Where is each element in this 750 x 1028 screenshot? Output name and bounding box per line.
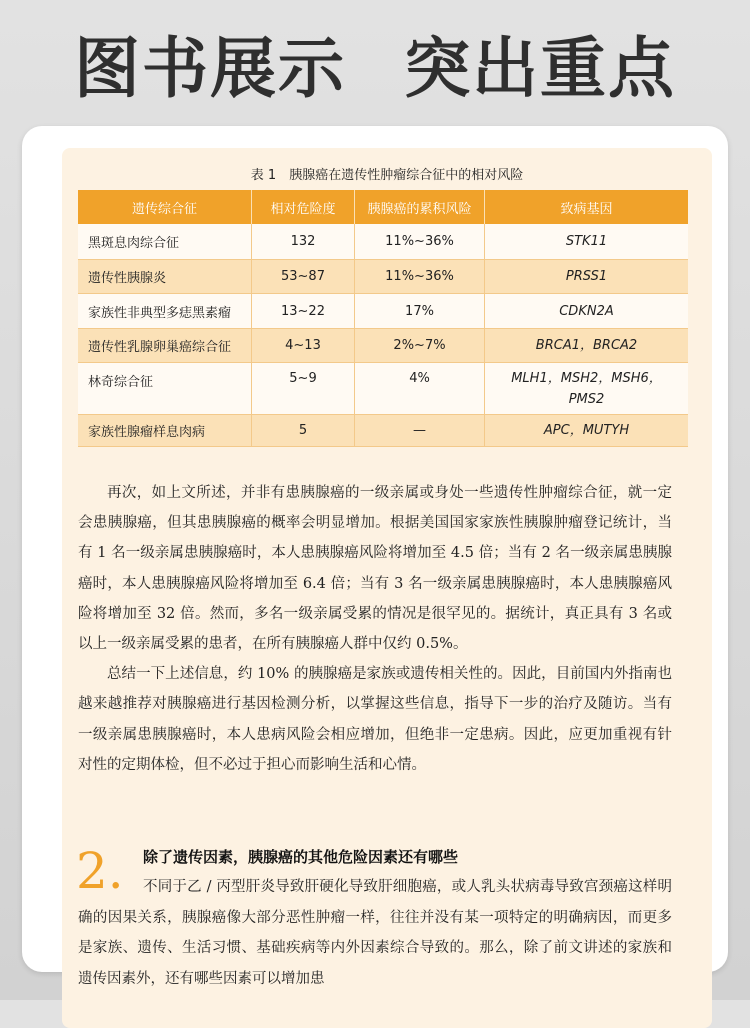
- table-row: [78, 294, 688, 329]
- table-cell: 遗传性乳腺卵巢癌综合征: [78, 329, 252, 363]
- table-caption: 表 1 胰腺癌在遗传性肿瘤综合征中的相对风险: [250, 168, 524, 183]
- section-title: 除了遗传因素，胰腺癌的其他危险因素还有哪些: [143, 848, 459, 866]
- table-row: [78, 329, 688, 363]
- table-cell: —: [355, 415, 485, 447]
- paragraph: 再次，如上文所述，并非有患胰腺癌的一级亲属或身处一些遗传性肿瘤综合征，就一定会患胰腺癌，但其患胰腺癌的概率会明显增加。根据美国国家家族性胰腺肿瘤登记统计，当有 1 名一级亲属患胰腺癌时，本人患胰腺癌风险将增加至 4.5 倍；当有 2 名一级亲属患胰腺癌时，本人患胰腺癌风险将增加至 6.4 倍；当有 3 名一级亲属患胰腺癌时，本人患胰腺癌风险将增加至 32 倍。然而，多名一级亲属受累的情况是很罕见的。据统计，真正具有 3 名或以上一级亲属受累的患者，在所有胰腺癌人群中仅约 0.5%。: [78, 485, 672, 653]
- table-cell: 2%~7%: [355, 329, 485, 363]
- table-header-cell: 致病基因: [485, 190, 688, 224]
- section-number: 2.: [76, 842, 124, 900]
- paragraph: 总结一下上述信息，约 10% 的胰腺癌是家族或遗传相关性的。因此，目前国内外指南也越来越推荐对胰腺癌进行基因检测分析，以掌握这些信息，指导下一步的治疗及随访。当有一级亲属患胰腺癌时，本人患病风险会相应增加，但绝非一定患病。因此，应更加重视有针对性的定期体检，但不必过于担心而影响生活和心情。: [78, 666, 672, 773]
- table-header-cell: 相对危险度: [252, 190, 355, 224]
- paragraph: 不同于乙 / 丙型肝炎导致肝硬化导致肝细胞癌，或人乳头状病毒导致宫颈癌这样明确的因果关系，胰腺癌像大部分恶性肿瘤一样，往往并没有某一项特定的明确病因，而更多是家族、遗传、生活习惯、基础疾病等内外因素综合导致的。那么，除了前文讲述的家族和遗传因素外，还有哪些因素可以增加患: [78, 879, 672, 987]
- table-cell: 13~22: [252, 294, 355, 329]
- banner-right-title: 突出重点: [404, 30, 676, 107]
- table-cell: 11%~36%: [355, 260, 485, 294]
- table-row: [78, 260, 688, 294]
- banner-left-title: 图书展示: [74, 30, 346, 107]
- table-row: [78, 363, 688, 415]
- book-page-card: [22, 126, 728, 987]
- body-text: [78, 478, 672, 780]
- table-cell: BRCA1，BRCA2: [485, 329, 688, 363]
- table-header-cell: 胰腺癌的累积风险: [355, 190, 485, 224]
- table-cell: 林奇综合征: [78, 363, 252, 415]
- table-header-row: [78, 190, 688, 224]
- table-cell: 家族性非典型多痣黑素瘤: [78, 294, 252, 329]
- table-cell: 132: [252, 224, 355, 260]
- table-cell: 53~87: [252, 260, 355, 294]
- table-cell: STK11: [485, 224, 688, 260]
- banner: [0, 0, 750, 125]
- risk-table: [78, 190, 688, 447]
- table-cell: 5~9: [252, 363, 355, 415]
- table-cell: 黑斑息肉综合征: [78, 224, 252, 260]
- table-cell: MLH1，MSH2，MSH6，PMS2: [485, 363, 688, 415]
- table-row: [78, 415, 688, 447]
- table-cell: PRSS1: [485, 260, 688, 294]
- table-cell: 11%~36%: [355, 224, 485, 260]
- table-cell: 17%: [355, 294, 485, 329]
- section-body: [78, 872, 672, 994]
- table-cell: 5: [252, 415, 355, 447]
- table-row: [78, 224, 688, 260]
- table-cell: 4%: [355, 363, 485, 415]
- table-header-cell: 遗传综合征: [78, 190, 252, 224]
- table-cell: 遗传性胰腺炎: [78, 260, 252, 294]
- table-cell: APC，MUTYH: [485, 415, 688, 447]
- table-cell: 4~13: [252, 329, 355, 363]
- book-page: [62, 148, 712, 1028]
- table-cell: CDKN2A: [485, 294, 688, 329]
- table-cell: 家族性腺瘤样息肉病: [78, 415, 252, 447]
